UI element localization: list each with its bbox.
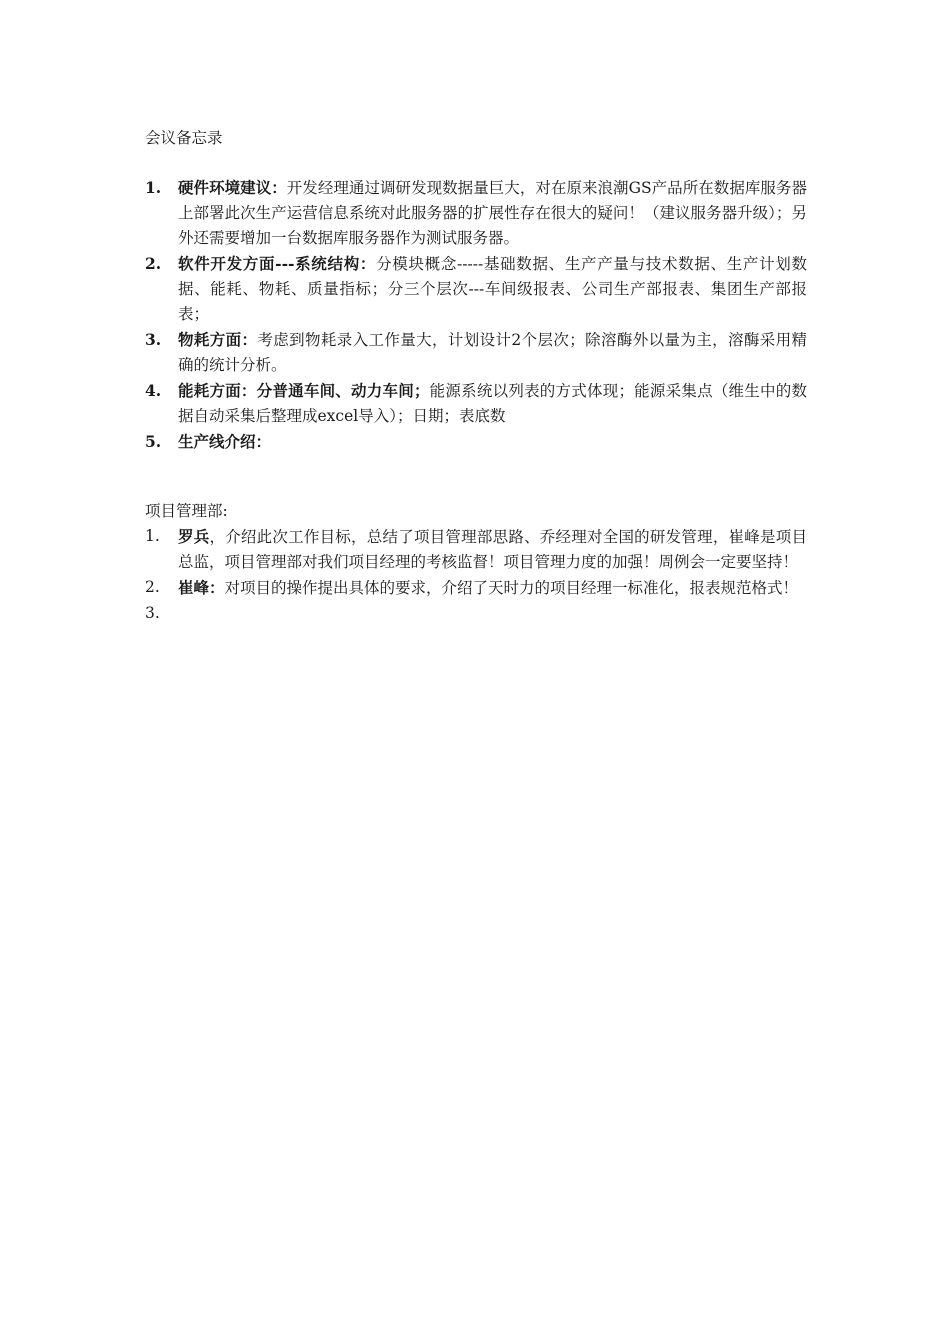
item-number: 5. bbox=[145, 432, 162, 451]
item-heading: 硬件环境建议： bbox=[178, 178, 287, 197]
document-title: 会议备忘录 bbox=[145, 129, 223, 147]
list-item bbox=[145, 524, 807, 575]
item-number: 2. bbox=[145, 254, 162, 273]
item-heading: 软件开发方面---系统结构： bbox=[178, 254, 377, 273]
item-heading: 物耗方面： bbox=[178, 330, 258, 349]
item-number: 3. bbox=[145, 330, 162, 349]
item-number: 1. bbox=[145, 527, 160, 545]
list-item bbox=[145, 429, 807, 455]
item-text: 能源系统以列表的方式体现；能源采集点（维生中的数据自动采集后整理成excel导入）；日期；表底数 bbox=[178, 382, 807, 425]
item-heading: 崔峰： bbox=[178, 578, 225, 597]
item-number: 4. bbox=[145, 381, 162, 400]
list-item bbox=[145, 575, 807, 601]
list-item bbox=[145, 378, 807, 429]
item-text: 对项目的操作提出具体的要求，介绍了天时力的项目经理一标准化，报表规范格式！ bbox=[224, 579, 799, 597]
list-item bbox=[145, 175, 807, 251]
item-text: 开发经理通过调研发现数据量巨大，对在原来浪潮GS产品所在数据库服务器上部署此次生产运营信息系统对此服务器的扩展性存在很大的疑问！（建议服务器升级）；另外还需要增加一台数据库服务器作为测试服务器。 bbox=[178, 179, 807, 247]
item-text: 分模块概念-----基础数据、生产产量与技术数据、生产计划数据、能耗、物耗、质量指标；分三个层次---车间级报表、公司生产部报表、集团生产部报表； bbox=[178, 255, 807, 323]
item-number: 3. bbox=[145, 604, 160, 622]
project-items-list bbox=[145, 524, 807, 622]
item-text: 考虑到物耗录入工作量大，计划设计2个层次；除溶酶外以量为主，溶酶采用精确的统计分析。 bbox=[178, 331, 807, 374]
item-number: 1. bbox=[145, 178, 162, 197]
list-item bbox=[145, 251, 807, 327]
meeting-items-list bbox=[145, 175, 807, 455]
item-heading: 能耗方面：分普通车间、动力车间； bbox=[178, 381, 430, 400]
item-heading: 罗兵 bbox=[178, 527, 210, 546]
item-heading: 生产线介绍： bbox=[178, 432, 272, 451]
item-text: ，介绍此次工作目标，总结了项目管理部思路、乔经理对全国的研发管理，崔峰是项目总监，项目管理部对我们项目经理的考核监督！项目管理力度的加强！周例会一定要坚持！ bbox=[178, 528, 807, 571]
section-title: 项目管理部: bbox=[145, 502, 228, 520]
list-item bbox=[145, 327, 807, 378]
item-number: 2. bbox=[145, 578, 160, 596]
